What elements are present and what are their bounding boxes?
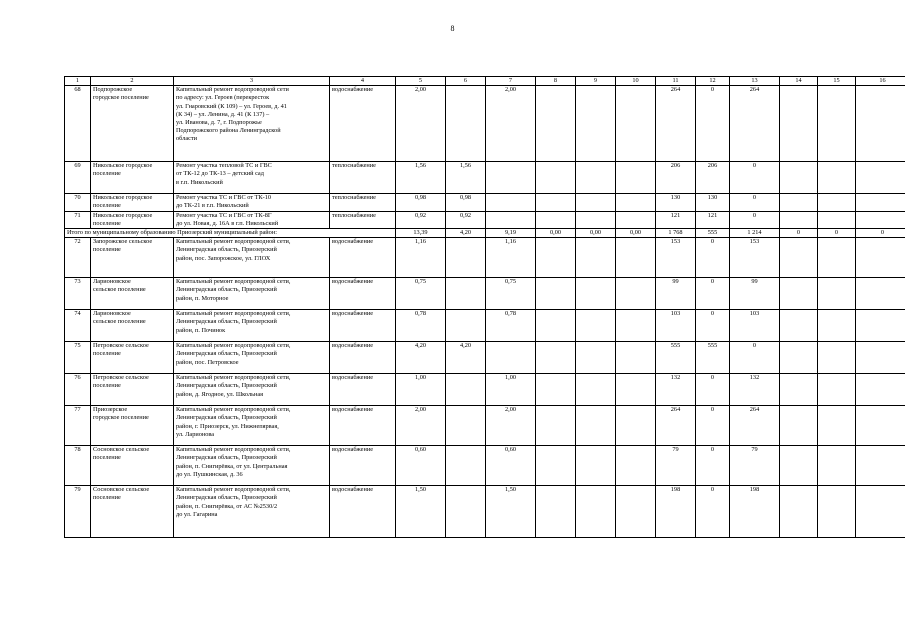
value-c14 [780, 162, 818, 194]
value-c8 [536, 238, 576, 278]
value-c12: 0 [696, 446, 730, 486]
value-c11: 103 [656, 310, 696, 342]
table-body [65, 77, 905, 538]
value-c15 [818, 446, 856, 486]
total-value-c5: 13,39 [396, 229, 446, 238]
total-value-c12: 555 [696, 229, 730, 238]
total-value-c7: 9,19 [486, 229, 536, 238]
total-value-c6: 4,20 [446, 229, 486, 238]
settlement-cell: Никольское городское поселение [91, 211, 174, 228]
value-c5: 2,00 [396, 86, 446, 162]
settlement-cell: Сосновское сельское поселение [91, 486, 174, 538]
work-description-cell: Капитальный ремонт водопроводной сети, Ленинградская область, Приозерский район, п. Снигирёвка, от АС №2530/2 до ул. Гагарина [174, 486, 330, 538]
value-c13: 0 [730, 162, 780, 194]
value-c8 [536, 278, 576, 310]
header-cell-1: 1 [65, 77, 91, 86]
value-c9 [576, 310, 616, 342]
value-c13: 264 [730, 86, 780, 162]
work-description-cell: Капитальный ремонт водопроводной сети, Ленинградская область, Приозерский район, п. Снигирёвка, от ул. Центральная до ул. Пушкинская, д. 36 [174, 446, 330, 486]
header-cell-13: 13 [730, 77, 780, 86]
work-description-cell: Ремонт участка ТС и ГВС от ТК-8Г до ул. Новая, д. 16А в г.п. Никольский [174, 211, 330, 228]
value-c14 [780, 278, 818, 310]
value-c6 [446, 310, 486, 342]
value-c7 [486, 162, 536, 194]
value-c15 [818, 211, 856, 228]
value-c15 [818, 486, 856, 538]
value-c15 [818, 194, 856, 211]
settlement-cell: Подпорожское городское поселение [91, 86, 174, 162]
header-cell-15: 15 [818, 77, 856, 86]
work-description-cell: Капитальный ремонт водопроводной сети, Ленинградская область, Приозерский район, п. Починок [174, 310, 330, 342]
value-c16 [856, 86, 905, 162]
value-c8 [536, 446, 576, 486]
header-cell-12: 12 [696, 77, 730, 86]
value-c13: 103 [730, 310, 780, 342]
value-c12: 130 [696, 194, 730, 211]
value-c9 [576, 342, 616, 374]
value-c15 [818, 278, 856, 310]
table-row [65, 374, 905, 406]
utility-type-cell: водоснабжение [330, 278, 396, 310]
value-c6 [446, 278, 486, 310]
value-c7: 1,50 [486, 486, 536, 538]
value-c11: 79 [656, 446, 696, 486]
value-c13: 264 [730, 406, 780, 446]
table-row [65, 86, 905, 162]
value-c9 [576, 406, 616, 446]
value-c5: 0,75 [396, 278, 446, 310]
value-c15 [818, 342, 856, 374]
value-c10 [616, 486, 656, 538]
header-row [65, 77, 905, 86]
settlement-cell: Сосновское сельское поселение [91, 446, 174, 486]
row-number: 71 [65, 211, 91, 228]
value-c11: 206 [656, 162, 696, 194]
value-c14 [780, 310, 818, 342]
work-description-cell: Ремонт участка тепловой ТС и ГВС от ТК-12 до ТК-13 – детский сад в г.п. Никольский [174, 162, 330, 194]
table-row [65, 194, 905, 211]
value-c5: 0,78 [396, 310, 446, 342]
value-c9 [576, 486, 616, 538]
header-cell-7: 7 [486, 77, 536, 86]
header-cell-5: 5 [396, 77, 446, 86]
value-c5: 0,98 [396, 194, 446, 211]
value-c8 [536, 194, 576, 211]
value-c15 [818, 406, 856, 446]
value-c5: 1,56 [396, 162, 446, 194]
value-c9 [576, 211, 616, 228]
value-c15 [818, 162, 856, 194]
value-c16 [856, 486, 905, 538]
value-c10 [616, 310, 656, 342]
value-c13: 0 [730, 342, 780, 374]
value-c13: 79 [730, 446, 780, 486]
value-c10 [616, 194, 656, 211]
work-description-cell: Капитальный ремонт водопроводной сети, Ленинградская область, Приозерский район, г. Приозерск, ул. Нижнепярвая, ул. Ларионова [174, 406, 330, 446]
value-c12: 0 [696, 374, 730, 406]
value-c13: 132 [730, 374, 780, 406]
value-c13: 0 [730, 211, 780, 228]
value-c14 [780, 86, 818, 162]
work-description-cell: Капитальный ремонт водопроводной сети по адресу: ул. Героев (перекресток ул. Гнаровский (К 109) – ул. Героев, д. 41 (К 34) – ул. Ленина, д. 41 (К 137) – ул. Иванова, д. 7, г. Подпорожье Подпорожского района Ленинградской области [174, 86, 330, 162]
value-c10 [616, 238, 656, 278]
value-c12: 0 [696, 486, 730, 538]
row-number: 78 [65, 446, 91, 486]
settlement-cell: Ларионовское сельское поселение [91, 310, 174, 342]
value-c9 [576, 238, 616, 278]
value-c9 [576, 374, 616, 406]
utility-type-cell: водоснабжение [330, 238, 396, 278]
value-c14 [780, 374, 818, 406]
header-cell-16: 16 [856, 77, 905, 86]
row-number: 77 [65, 406, 91, 446]
value-c5: 2,00 [396, 406, 446, 446]
utility-type-cell: водоснабжение [330, 86, 396, 162]
row-number: 68 [65, 86, 91, 162]
value-c16 [856, 374, 905, 406]
value-c10 [616, 211, 656, 228]
value-c14 [780, 342, 818, 374]
row-number: 73 [65, 278, 91, 310]
value-c6: 4,20 [446, 342, 486, 374]
value-c7 [486, 194, 536, 211]
value-c13: 198 [730, 486, 780, 538]
settlement-cell: Никольское городское поселение [91, 194, 174, 211]
value-c11: 153 [656, 238, 696, 278]
page-number: 8 [450, 24, 455, 33]
table-row [65, 486, 905, 538]
value-c7: 2,00 [486, 86, 536, 162]
value-c12: 555 [696, 342, 730, 374]
total-value-c10: 0,00 [616, 229, 656, 238]
utility-type-cell: теплоснабжение [330, 194, 396, 211]
value-c11: 264 [656, 406, 696, 446]
header-cell-14: 14 [780, 77, 818, 86]
table-row [65, 238, 905, 278]
value-c7 [486, 211, 536, 228]
work-description-cell: Капитальный ремонт водопроводной сети, Ленинградская область, Приозерский район, п. Моторное [174, 278, 330, 310]
value-c6: 0,98 [446, 194, 486, 211]
value-c8 [536, 406, 576, 446]
value-c12: 0 [696, 310, 730, 342]
value-c15 [818, 310, 856, 342]
total-value-c13: 1 214 [730, 229, 780, 238]
work-description-cell: Капитальный ремонт водопроводной сети, Ленинградская область, Приозерский район, пос. Петровское [174, 342, 330, 374]
value-c15 [818, 238, 856, 278]
value-c15 [818, 86, 856, 162]
value-c6 [446, 374, 486, 406]
value-c11: 264 [656, 86, 696, 162]
value-c9 [576, 194, 616, 211]
table-row [65, 211, 905, 228]
value-c16 [856, 238, 905, 278]
value-c11: 198 [656, 486, 696, 538]
utility-type-cell: теплоснабжение [330, 162, 396, 194]
value-c9 [576, 162, 616, 194]
row-number: 75 [65, 342, 91, 374]
value-c16 [856, 194, 905, 211]
utility-type-cell: водоснабжение [330, 310, 396, 342]
utility-type-cell: водоснабжение [330, 486, 396, 538]
value-c14 [780, 238, 818, 278]
value-c9 [576, 446, 616, 486]
settlement-cell: Никольское городское поселение [91, 162, 174, 194]
value-c16 [856, 211, 905, 228]
value-c10 [616, 86, 656, 162]
row-number: 76 [65, 374, 91, 406]
value-c10 [616, 446, 656, 486]
utility-type-cell: теплоснабжение [330, 211, 396, 228]
utility-type-cell: водоснабжение [330, 342, 396, 374]
total-label: Итого по муниципальному образованию Приозерский муниципальный район: [65, 229, 396, 238]
total-value-c9: 0,00 [576, 229, 616, 238]
value-c5: 1,16 [396, 238, 446, 278]
value-c6 [446, 86, 486, 162]
settlement-cell: Петровское сельское поселение [91, 342, 174, 374]
value-c16 [856, 342, 905, 374]
value-c7: 1,00 [486, 374, 536, 406]
value-c10 [616, 406, 656, 446]
value-c12: 206 [696, 162, 730, 194]
value-c14 [780, 211, 818, 228]
total-value-c8: 0,00 [536, 229, 576, 238]
value-c9 [576, 278, 616, 310]
value-c8 [536, 162, 576, 194]
utility-type-cell: водоснабжение [330, 406, 396, 446]
header-cell-2: 2 [91, 77, 174, 86]
value-c14 [780, 194, 818, 211]
value-c12: 0 [696, 278, 730, 310]
value-c14 [780, 406, 818, 446]
value-c13: 99 [730, 278, 780, 310]
value-c6: 0,92 [446, 211, 486, 228]
value-c16 [856, 406, 905, 446]
value-c11: 99 [656, 278, 696, 310]
row-number: 79 [65, 486, 91, 538]
total-row [65, 229, 905, 238]
table-row [65, 278, 905, 310]
work-description-cell: Капитальный ремонт водопроводной сети, Ленинградская область, Приозерский район, пос. Запорожское, ул. ГЛОХ [174, 238, 330, 278]
value-c12: 121 [696, 211, 730, 228]
settlement-cell: Петровское сельское поселение [91, 374, 174, 406]
header-cell-8: 8 [536, 77, 576, 86]
value-c8 [536, 374, 576, 406]
value-c14 [780, 486, 818, 538]
value-c6 [446, 406, 486, 446]
value-c12: 0 [696, 406, 730, 446]
utility-type-cell: водоснабжение [330, 374, 396, 406]
value-c7: 2,00 [486, 406, 536, 446]
value-c11: 555 [656, 342, 696, 374]
table-row [65, 342, 905, 374]
value-c16 [856, 310, 905, 342]
value-c15 [818, 374, 856, 406]
value-c5: 0,92 [396, 211, 446, 228]
total-value-c15: 0 [818, 229, 856, 238]
total-value-c14: 0 [780, 229, 818, 238]
header-cell-4: 4 [330, 77, 396, 86]
header-cell-11: 11 [656, 77, 696, 86]
value-c8 [536, 486, 576, 538]
table-row [65, 446, 905, 486]
row-number: 69 [65, 162, 91, 194]
value-c10 [616, 278, 656, 310]
value-c8 [536, 342, 576, 374]
value-c10 [616, 162, 656, 194]
value-c9 [576, 86, 616, 162]
table-row [65, 162, 905, 194]
row-number: 72 [65, 238, 91, 278]
value-c5: 1,50 [396, 486, 446, 538]
utility-type-cell: водоснабжение [330, 446, 396, 486]
total-value-c16: 0 [856, 229, 905, 238]
value-c16 [856, 162, 905, 194]
value-c8 [536, 86, 576, 162]
total-value-c11: 1 768 [656, 229, 696, 238]
row-number: 70 [65, 194, 91, 211]
settlement-cell: Запорожское сельское поселение [91, 238, 174, 278]
value-c7: 1,16 [486, 238, 536, 278]
value-c5: 1,00 [396, 374, 446, 406]
value-c11: 121 [656, 211, 696, 228]
value-c16 [856, 446, 905, 486]
value-c8 [536, 211, 576, 228]
header-cell-6: 6 [446, 77, 486, 86]
value-c6: 1,56 [446, 162, 486, 194]
value-c16 [856, 278, 905, 310]
value-c12: 0 [696, 238, 730, 278]
row-number: 74 [65, 310, 91, 342]
value-c8 [536, 310, 576, 342]
value-c11: 132 [656, 374, 696, 406]
value-c10 [616, 374, 656, 406]
value-c14 [780, 446, 818, 486]
value-c5: 4,20 [396, 342, 446, 374]
settlement-cell: Ларионовское сельское поселение [91, 278, 174, 310]
value-c13: 0 [730, 194, 780, 211]
table-row [65, 310, 905, 342]
value-c6 [446, 238, 486, 278]
value-c6 [446, 446, 486, 486]
value-c6 [446, 486, 486, 538]
value-c7: 0,75 [486, 278, 536, 310]
value-c7 [486, 342, 536, 374]
header-cell-3: 3 [174, 77, 330, 86]
value-c7: 0,78 [486, 310, 536, 342]
value-c12: 0 [696, 86, 730, 162]
value-c7: 0,60 [486, 446, 536, 486]
value-c11: 130 [656, 194, 696, 211]
table-row [65, 406, 905, 446]
value-c10 [616, 342, 656, 374]
value-c5: 0,60 [396, 446, 446, 486]
settlement-cell: Приозерское городское поселение [91, 406, 174, 446]
work-description-cell: Ремонт участка ТС и ГВС от ТК-10 до ТК-21 в г.п. Никольский [174, 194, 330, 211]
header-cell-9: 9 [576, 77, 616, 86]
work-description-cell: Капитальный ремонт водопроводной сети, Ленинградская область, Приозерский район, д. Ягодное, ул. Школьная [174, 374, 330, 406]
header-cell-10: 10 [616, 77, 656, 86]
investment-table [64, 76, 905, 538]
value-c13: 153 [730, 238, 780, 278]
